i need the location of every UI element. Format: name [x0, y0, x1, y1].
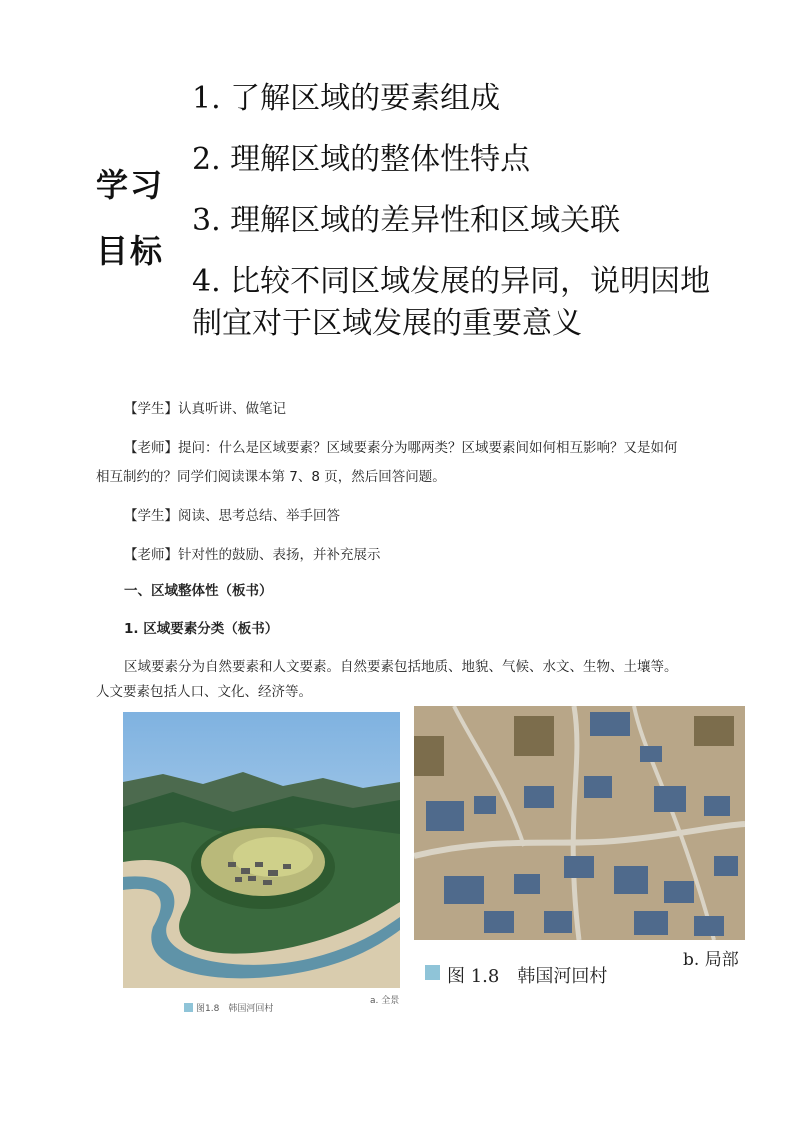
- objectives-heading-line1: 学习: [96, 166, 165, 204]
- goal-3: 3. 理解区域的差异性和区域关联: [192, 203, 621, 238]
- figure-caption-a: 图1.8 韩国河回村: [196, 1004, 274, 1014]
- student-note-2: 【学生】阅读、思考总结、举手回答: [124, 508, 340, 524]
- figure-sublabel-a: a. 全景: [370, 996, 400, 1006]
- figure-caption-b: 图 1.8 韩国河回村: [447, 966, 608, 987]
- goal-4: 4. 比较不同区域发展的异同，说明因地: [192, 264, 711, 299]
- village-panorama-photo: [123, 712, 400, 988]
- student-note-1: 【学生】认真听讲、做笔记: [124, 401, 286, 417]
- goal-4-continued: 制宜对于区域发展的重要意义: [192, 306, 582, 341]
- objectives-heading-line2: 目标: [96, 232, 165, 270]
- goal-1: 1. 了解区域的要素组成: [192, 81, 501, 116]
- figure-sublabel-b: b. 局部: [683, 950, 739, 970]
- teacher-note: 【老师】针对性的鼓励、表扬，并补充展示: [124, 547, 381, 563]
- goal-2: 2. 理解区域的整体性特点: [192, 142, 531, 177]
- subsection-heading: 1. 区域要素分类（板书）: [124, 621, 279, 637]
- teacher-question-line2: 相互制约的？同学们阅读课本第 7、8 页，然后回答问题。: [96, 469, 446, 485]
- caption-marker-b: [425, 965, 440, 980]
- village-aerial-photo: [414, 706, 745, 940]
- section-heading: 一、区域整体性（板书）: [124, 583, 273, 599]
- caption-marker-a: [184, 1003, 193, 1012]
- elements-paragraph-line1: 区域要素分为自然要素和人文要素。自然要素包括地质、地貌、气候、水文、生物、土壤等。: [124, 659, 678, 675]
- teacher-question-line1: 【老师】提问：什么是区域要素？区域要素分为哪两类？区域要素间如何相互影响？又是如何: [124, 440, 678, 456]
- elements-paragraph-line2: 人文要素包括人口、文化、经济等。: [96, 684, 312, 700]
- learning-objectives: [0, 0, 794, 360]
